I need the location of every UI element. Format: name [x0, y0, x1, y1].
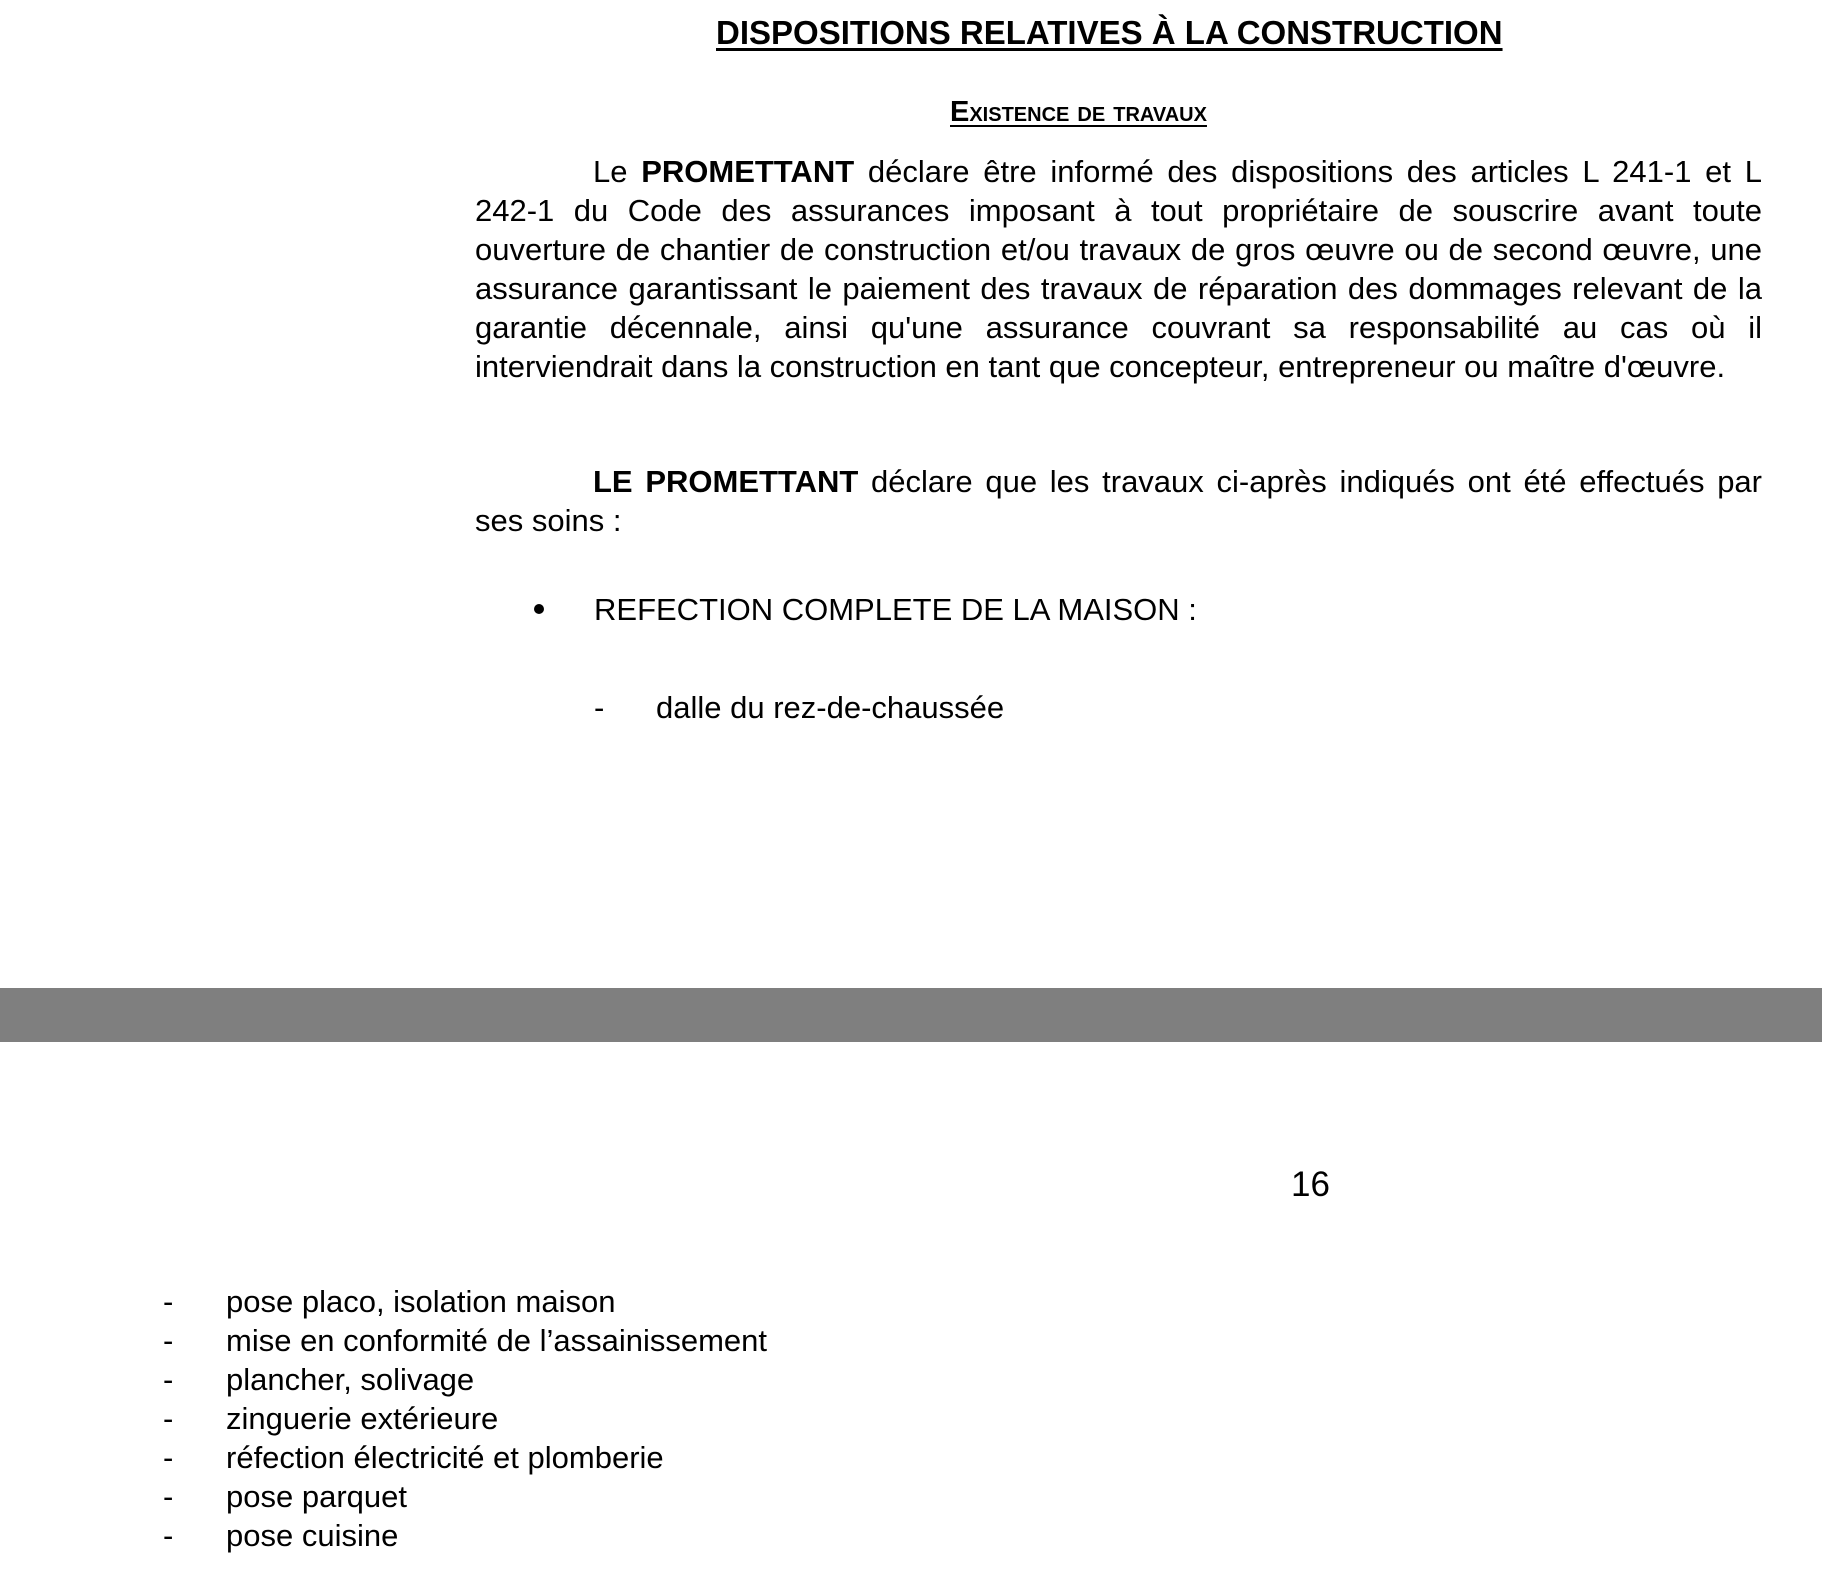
subsection-title: Existence de travaux: [950, 96, 1207, 128]
list-item: [163, 1321, 767, 1360]
list-item-text: dalle du rez-de-chaussée: [656, 690, 1005, 725]
list-item-text: réfection électricité et plomberie: [226, 1440, 664, 1475]
dash-marker: -: [163, 1362, 174, 1397]
list-item-text: plancher, solivage: [226, 1362, 475, 1397]
dash-marker: -: [163, 1479, 174, 1514]
bullet-icon: [534, 604, 544, 614]
dash-marker: -: [594, 690, 605, 725]
dash-marker: -: [163, 1401, 174, 1436]
bullet-text: REFECTION COMPLETE DE LA MAISON :: [594, 592, 1197, 627]
section-title: DISPOSITIONS RELATIVES À LA CONSTRUCTION: [716, 14, 1503, 51]
dash-marker: -: [163, 1284, 174, 1319]
list-item: [163, 1360, 767, 1399]
list-item: [163, 1477, 767, 1516]
list-item-text: zinguerie extérieure: [226, 1401, 499, 1436]
list-item-text: mise en conformité de l’assainissement: [226, 1323, 768, 1358]
bullet-item: [534, 590, 1197, 629]
list-item: [163, 1516, 767, 1555]
dash-marker: -: [163, 1518, 174, 1553]
paragraph-text: déclare être informé des dispositions des articles L 241-1 et L 242-1 du Code des assurances imposant à tout propriétaire de souscrire avant toute ouverture de chantier de construction et/ou travaux de gros œuvre ou de second œuvre, une assurance garantissant le paiement des travaux de réparation des dommages relevant de la garantie décennale, ainsi qu'une assurance couvrant sa responsabilité au cas où il interviendrait dans la construction en tant que concepteur, entrepreneur ou maître d'œuvre.: [475, 154, 1762, 384]
promettant-bold: PROMETTANT: [641, 154, 855, 189]
paragraph-lead: Le: [593, 154, 642, 189]
works-list: [163, 1282, 767, 1555]
paragraph-assurance: [475, 152, 1762, 386]
list-item: [163, 1438, 767, 1477]
paragraph-text: déclare que les travaux ci-après indiqués ont été effectués par ses soins :: [475, 464, 1762, 538]
list-item-text: pose placo, isolation maison: [226, 1284, 616, 1319]
dash-marker: -: [163, 1440, 174, 1475]
list-item-text: pose parquet: [226, 1479, 407, 1514]
page-number: 16: [1291, 1165, 1330, 1204]
dash-marker: -: [163, 1323, 174, 1358]
paragraph-travaux: [475, 462, 1762, 540]
page-separator: [0, 988, 1822, 1042]
promettant-bold: LE PROMETTANT: [593, 464, 859, 499]
list-item-text: pose cuisine: [226, 1518, 399, 1553]
list-item: [163, 1282, 767, 1321]
list-item: [163, 1399, 767, 1438]
list-item: [594, 688, 1004, 727]
